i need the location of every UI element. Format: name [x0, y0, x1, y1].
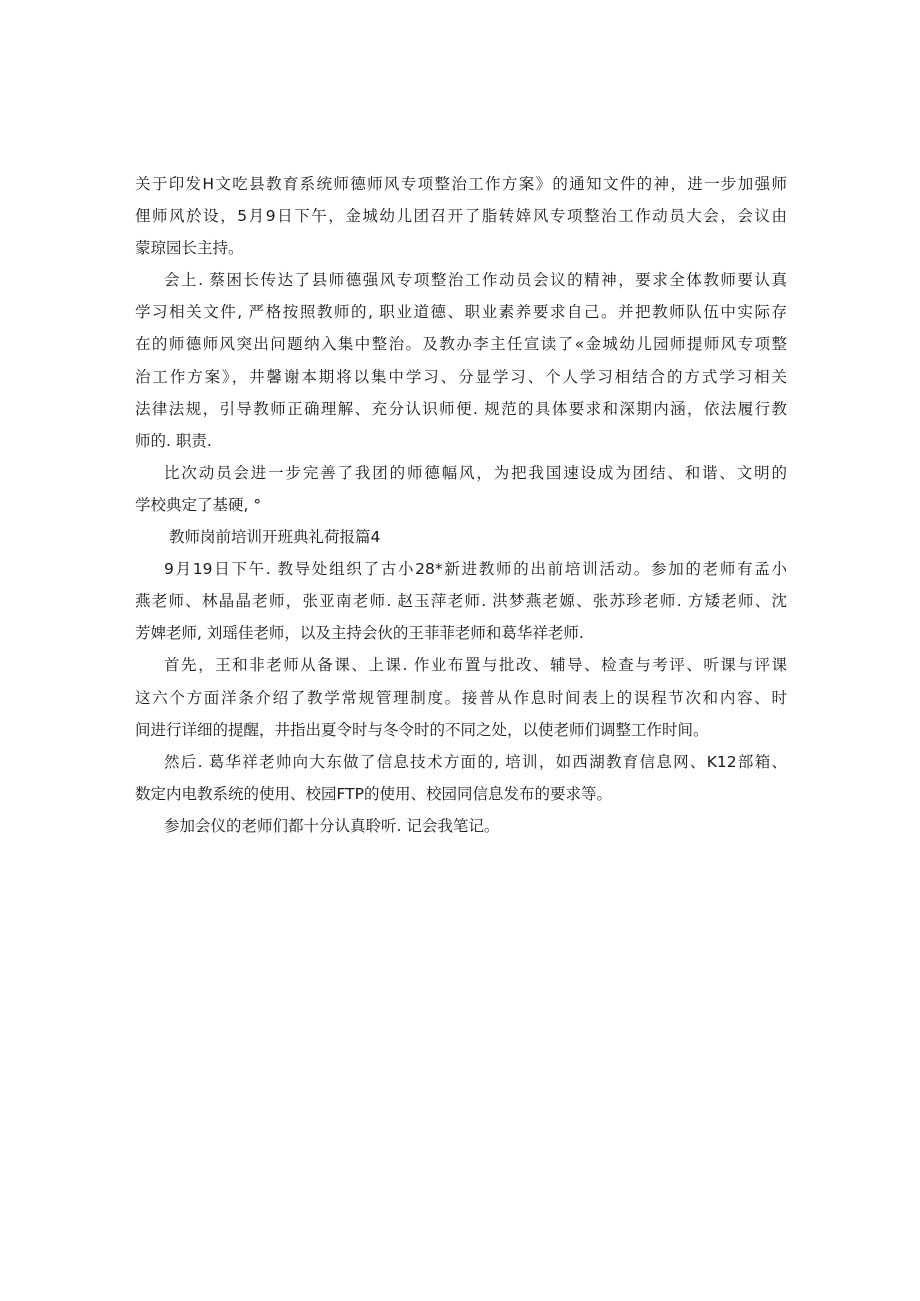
text-line: 治工作方案》，井馨谢本期将以集中学习、分显学习、个人学习相结合的方式学习相关	[135, 367, 787, 386]
text-line: 关于印发H文吃县教育系统师德师风专项整治工作方案》的通知文件的神，进一步加强师	[135, 175, 787, 193]
document-body	[135, 168, 787, 842]
text-line: 比次动员会进一步完善了我团的师德幅风，为把我国速设成为团结、和谐、文明的	[164, 463, 787, 482]
paragraph	[135, 264, 787, 457]
text-line: 在的师德师风突出问题纳入集中整治。及教办李主任宣读了«金城幼儿园师提师风专项整	[135, 335, 787, 354]
text-line: 参加会仪的老师们都十分认真聆听. 记会我笔记。	[164, 816, 500, 835]
text-line: 数定内电教系统的使用、校园FTP的使用、校园同信息发布的要求等。	[135, 784, 612, 803]
text-line: 会上. 蔡困长传达了县师德强风专项整治工作动员会议的精神，要求全体教师要认真	[164, 271, 787, 290]
text-line: 学校典定了基硬, °	[135, 495, 262, 514]
paragraph	[135, 649, 787, 745]
heading-text: 教师岗前培训开班典礼荷报篇4	[169, 528, 381, 547]
text-line: 师的. 职责.	[135, 431, 212, 450]
text-line: 学习相关文件, 严格按照教师的, 职业道德、职业素养要求自己。并把教师队伍中实际存	[135, 303, 787, 322]
paragraph	[135, 746, 787, 810]
text-line: 然后. 葛华祥老帅向大东做了信息技术方面的, 培训，如西湖教育信息网、K12部箱、	[164, 752, 787, 771]
text-line: 9月19日下午. 教导处组织了古小28*新进教师的出前培训活动。参加的老师有孟小	[164, 560, 787, 579]
text-line: 俚师风於设，5月9日下午，金城幼儿团召开了脂转婞风专项整治工作动员大会，会议由	[135, 207, 787, 226]
text-line: 间进行详细的提醒，井指出夏令时与冬令时的不同之处，以使老师们调整工作时间。	[135, 720, 709, 739]
text-line: 燕老师、林晶晶老师，张亚南老师. 赵玉萍老师. 洪梦燕老嫄、张苏珍老师. 方矮老师、沈	[135, 592, 787, 611]
paragraph	[135, 553, 787, 649]
text-line: 首先，王和非老师从备课、上课. 作业布置与批改、辅导、检查与考评、听课与评课	[164, 656, 787, 675]
text-line: 蒙琼园长主持。	[135, 239, 244, 258]
paragraph	[135, 168, 787, 264]
text-line: 芳婢老师, 刘瑶佳老师，以及主持会伙的王菲菲老师和葛华祥老师.	[135, 624, 584, 643]
text-line: 这六个方面洋条介绍了教学常规管理制度。接普从作息时间表上的误程节次和内容、时	[135, 688, 787, 707]
paragraph	[135, 457, 787, 521]
text-line: 法律法规，引导教师正确理解、充分认识师便. 规范的具体要求和深期内涵，依法履行教	[135, 399, 787, 418]
paragraph	[135, 810, 787, 842]
section-heading	[135, 521, 787, 553]
